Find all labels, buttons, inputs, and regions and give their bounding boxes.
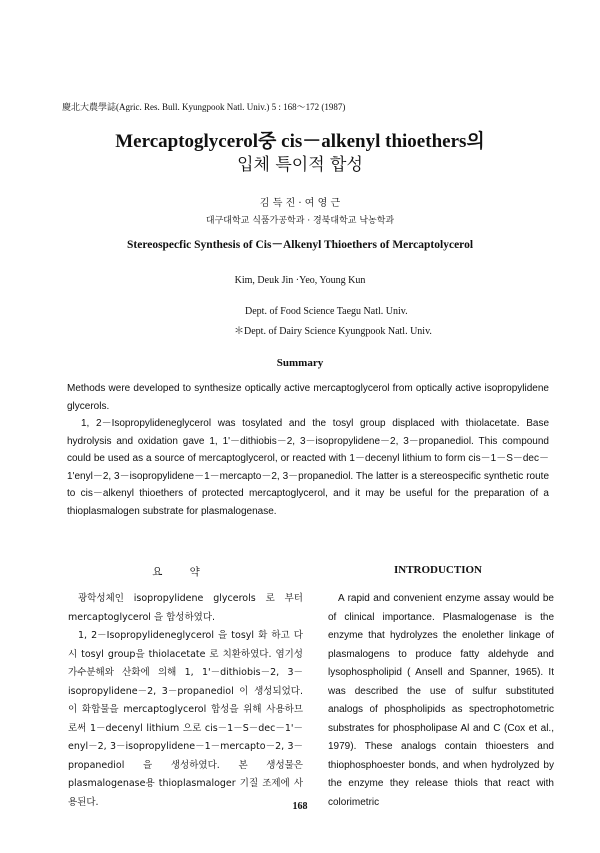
summary-heading: Summary [276, 357, 324, 369]
introduction-paragraph-1: A rapid and convenient enzyme assay would be of clinical importance. Plasmalogenase is the enzyme that hydrolyzes the enolether linkage of plasmalogens to produce fatty aldehyde and lysophospholipid ( Ansell and Spanner, 1965). It was described the use of sulfur substituted analogs of phospholipids as spectrophotometric substrates for phospholipase Al and C (Cox et al., 1979). These analogs contain thioesters and thiophosphoester bonds, and when hydrolyzed by the enzyme they release thiols that react with colorimetric [328, 593, 554, 808]
authors-english: Kim, Deuk Jin ·Yeo, Young Kun [234, 275, 366, 286]
paper-subtitle-english: Stereospecfic Synthesis of Cis－Alkenyl Thioethers of Mercaptolycerol [126, 239, 474, 251]
korean-summary-heading: 요 약 [152, 566, 212, 578]
introduction-heading: INTRODUCTION [393, 564, 482, 576]
summary-paragraph-1: Methods were developed to synthesize optically active mercaptoglycerol from optically active isopropylidene glycerols. [67, 383, 549, 412]
korean-paragraph-1: 광학성체인 isopropylidene glycerols 로 부터 mercaptoglycerol 을 합성하였다. [68, 593, 303, 623]
journal-citation: 慶北大農學誌(Agric. Res. Bull. Kyungpook Natl. Univ.) 5 : 168～172 (1987) [62, 102, 346, 112]
korean-summary-column [68, 590, 303, 812]
authors-korean: 김 득 진 · 여 영 근 [259, 198, 341, 209]
paper-title-english: Mercaptoglycerol중 cis－alkenyl thioethers의 [115, 131, 485, 152]
summary-section [67, 380, 549, 520]
korean-paragraph-2: 1, 2－Isopropylideneglycerol 을 tosyl 화 하고 다시 tosyl group을 thiolacetate 로 치환하였다. 염기성 가수분해와 산화에 의해 1, 1'－dithiobis－2, 3－isopropylidene－2, 3－propanediol 이 생성되었다. 이 화합물을 mercaptoglycerol 합성을 위해 사용하므로써 1－decenyl lithium 으로 cis－1－S－dec－1'－enyl－2, 3－isopropylidene－1－mercapto－2, 3－propanediol 을 생성하였다. 본 생성물은 plasmalogenase용 thioplasmaloger 기질 조제에 사용된다. [68, 630, 303, 808]
affiliation-dairy-science: ＊Dept. of Dairy Science Kyungpook Natl. Univ. [234, 326, 432, 337]
affiliation-food-science: Dept. of Food Science Taegu Natl. Univ. [245, 306, 408, 317]
page-number: 168 [292, 801, 308, 812]
affiliations-korean: 대구대학교 식품가공학과 · 경북대학교 낙농학과 [205, 216, 395, 226]
paper-title-korean: 입체 특이적 합성 [237, 155, 363, 175]
introduction-column [328, 590, 554, 812]
summary-paragraph-2: 1, 2－Isopropylideneglycerol was tosylated and the tosyl group displaced with thiolacetate. Base hydrolysis and oxidation gave 1, 1'－dithiobis－2, 3－isopropylidene－2, 3－propanediol. This compound could be used as a source of mercaptoglycerol, or reacted with 1－decenyl lithium to form cis－1－S－dec－1'enyl－2, 3－isopropylidene－1－mercapto－2, 3－propanediol. The latter is a stereospecific synthetic route to cis－alkenyl thioethers of protected mercaptoglycerol, and it may be useful for the preparation of a thioplasmalogen substrate for plasmalogenase. [67, 418, 549, 517]
